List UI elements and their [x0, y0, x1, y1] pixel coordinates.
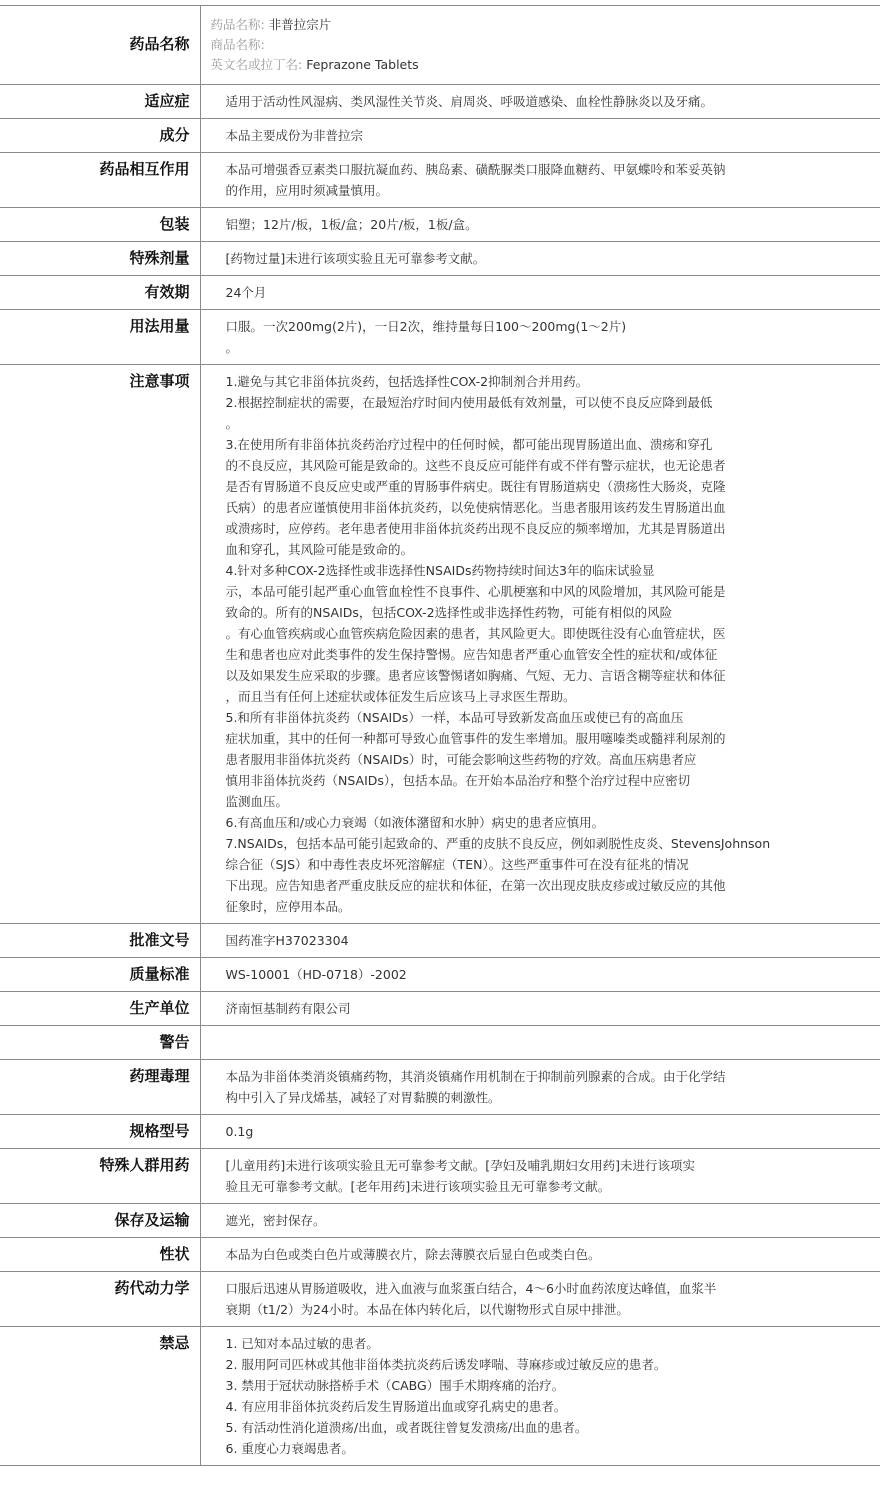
- text-line: [儿童用药]未进行该项实验且无可靠参考文献。[孕妇及哺乳期妇女用药]未进行该项实: [225, 1158, 696, 1173]
- text-line: 7.NSAIDs，包括本品可能引起致命的、严重的皮肤不良反应，例如剥脱性皮炎、StevensJohnson: [225, 836, 771, 851]
- row-label: 规格型号: [0, 1115, 200, 1149]
- field-value: Feprazone Tablets: [302, 57, 419, 72]
- text-line: 5. 有活动性消化道溃疡/出血，或者既往曾复发溃疡/出血的患者。: [225, 1420, 588, 1435]
- row-label: 特殊人群用药: [0, 1149, 200, 1204]
- text-line: 慎用非甾体抗炎药（NSAIDs），包括本品。在开始本品治疗和整个治疗过程中应密切: [225, 773, 691, 788]
- row-label: 适应症: [0, 85, 200, 119]
- row-value: [200, 1327, 880, 1466]
- row-label: 特殊剂量: [0, 242, 200, 276]
- text-line: 6. 重度心力衰竭患者。: [225, 1441, 354, 1456]
- text-line: 氏病）的患者应谨慎使用非甾体抗炎药，以免使病情恶化。当患者服用该药发生胃肠道出血: [225, 500, 726, 515]
- row-value: [200, 1026, 880, 1060]
- text-line: 。有心血管疾病或心血管疾病危险因素的患者，其风险更大。即使既往没有心血管症状，医: [225, 626, 726, 641]
- text-line: 1. 已知对本品过敏的患者。: [225, 1336, 379, 1351]
- row-value: [200, 365, 880, 924]
- spec-row: [0, 153, 880, 208]
- field-value: 非普拉宗片: [264, 17, 332, 32]
- spec-row: [0, 310, 880, 365]
- row-value: [200, 85, 880, 119]
- text-line: 1.避免与其它非甾体抗炎药，包括选择性COX-2抑制剂合并用药。: [225, 374, 589, 389]
- spec-row: [0, 924, 880, 958]
- text-line: 征象时，应停用本品。: [225, 899, 351, 914]
- text-line: 是否有胃肠道不良反应史或严重的胃肠事件病史。既往有胃肠道病史（溃疡性大肠炎，克隆: [225, 479, 726, 494]
- spec-row: [0, 365, 880, 924]
- spec-row: [0, 958, 880, 992]
- spec-row: [0, 1204, 880, 1238]
- row-value: [200, 242, 880, 276]
- text-line: 以及如果发生应采取的步骤。患者应该警惕诸如胸痛、气短、无力、言语含糊等症状和体征: [225, 668, 726, 683]
- text-line: 本品为白色或类白色片或薄膜衣片，除去薄膜衣后显白色或类白色。: [225, 1247, 601, 1262]
- text-line: 铝塑；12片/板，1板/盒；20片/板，1板/盒。: [225, 217, 478, 232]
- text-line: 衰期（t1/2）为24小时。本品在体内转化后，以代谢物形式自尿中排泄。: [225, 1302, 629, 1317]
- row-label: 批准文号: [0, 924, 200, 958]
- spec-row: [0, 992, 880, 1026]
- row-value: [200, 1204, 880, 1238]
- row-value: [200, 310, 880, 365]
- row-label: 警告: [0, 1026, 200, 1060]
- row-value: [200, 958, 880, 992]
- text-line: 口服后迅速从胃肠道吸收，进入血液与血浆蛋白结合，4～6小时血药浓度达峰值，血浆半: [225, 1281, 717, 1296]
- field-prefix: 英文名或拉丁名:: [210, 57, 303, 72]
- row-value: [200, 119, 880, 153]
- spec-row: [0, 1149, 880, 1204]
- text-line: 3.在使用所有非甾体抗炎药治疗过程中的任何时候，都可能出现胃肠道出血、溃疡和穿孔: [225, 437, 713, 452]
- text-line: 血和穿孔，其风险可能是致命的。: [225, 542, 414, 557]
- row-label: 成分: [0, 119, 200, 153]
- row-value: [200, 1238, 880, 1272]
- text-line: 0.1g: [225, 1124, 254, 1139]
- row-value: [200, 1272, 880, 1327]
- text-line: 症状加重，其中的任何一种都可导致心血管事件的发生率增加。服用噻嗪类或髓袢利尿剂的: [225, 731, 726, 746]
- text-line: WS-10001（HD-0718）-2002: [225, 967, 407, 982]
- text-line: 或溃疡时，应停药。老年患者使用非甾体抗炎药出现不良反应的频率增加，尤其是胃肠道出: [225, 521, 726, 536]
- text-line: 综合征（SJS）和中毒性表皮坏死溶解症（TEN）。这些严重事件可在没有征兆的情况: [225, 857, 689, 872]
- text-line: 的作用，应用时须减量慎用。: [225, 183, 389, 198]
- row-label: 注意事项: [0, 365, 200, 924]
- row-label: 药代动力学: [0, 1272, 200, 1327]
- text-line: 2.根据控制症状的需要，在最短治疗时间内使用最低有效剂量，可以使不良反应降到最低: [225, 395, 713, 410]
- name-line: [211, 35, 877, 55]
- spec-row: [0, 276, 880, 310]
- spec-row: [0, 6, 880, 85]
- text-line: 遮光，密封保存。: [225, 1213, 326, 1228]
- spec-row: [0, 1272, 880, 1327]
- text-line: 。: [225, 340, 239, 355]
- text-line: 下出现。应告知患者严重皮肤反应的症状和体征，在第一次出现皮肤皮疹或过敏反应的其他: [225, 878, 726, 893]
- text-line: 本品主要成份为非普拉宗: [225, 128, 364, 143]
- text-line: 的不良反应，其风险可能是致命的。这些不良反应可能伴有或不伴有警示症状，也无论患者: [225, 458, 726, 473]
- text-line: 。: [225, 416, 239, 431]
- spec-table-body: [0, 6, 880, 1466]
- row-value: [200, 6, 880, 85]
- row-label: 有效期: [0, 276, 200, 310]
- text-line: 构中引入了异戊烯基，减轻了对胃黏膜的刺激性。: [225, 1090, 501, 1105]
- text-line: 验且无可靠参考文献。[老年用药]未进行该项实验且无可靠参考文献。: [225, 1179, 611, 1194]
- text-line: 济南恒基制药有限公司: [225, 1001, 351, 1016]
- text-line: 监测血压。: [225, 794, 289, 809]
- text-line: 4. 有应用非甾体抗炎药后发生胃肠道出血或穿孔病史的患者。: [225, 1399, 567, 1414]
- text-line: 本品可增强香豆素类口服抗凝血药、胰岛素、磺酰脲类口服降血糖药、甲氨蝶呤和苯妥英钠: [225, 162, 726, 177]
- spec-row: [0, 208, 880, 242]
- row-label: 质量标准: [0, 958, 200, 992]
- text-line: 5.和所有非甾体抗炎药（NSAIDs）一样，本品可导致新发高血压或使已有的高血压: [225, 710, 684, 725]
- row-value: [200, 208, 880, 242]
- spec-row: [0, 1026, 880, 1060]
- row-value: [200, 276, 880, 310]
- text-line: 适用于活动性风湿病、类风湿性关节炎、肩周炎、呼吸道感染、血栓性静脉炎以及牙痛。: [225, 94, 714, 109]
- row-label: 生产单位: [0, 992, 200, 1026]
- text-line: 6.有高血压和/或心力衰竭（如液体潴留和水肿）病史的患者应慎用。: [225, 815, 605, 830]
- row-label: 用法用量: [0, 310, 200, 365]
- row-label: 包装: [0, 208, 200, 242]
- name-line: [211, 15, 877, 35]
- spec-row: [0, 1115, 880, 1149]
- text-line: 患者服用非甾体抗炎药（NSAIDs）时，可能会影响这些药物的疗效。高血压病患者应: [225, 752, 697, 767]
- row-label: 禁忌: [0, 1327, 200, 1466]
- name-line: [211, 55, 877, 75]
- drug-spec-table: [0, 5, 880, 1466]
- text-line: ，而且当有任何上述症状或体征发生后应该马上寻求医生帮助。: [225, 689, 576, 704]
- text-line: 4.针对多种COX-2选择性或非选择性NSAIDs药物持续时间达3年的临床试验显: [225, 563, 655, 578]
- spec-row: [0, 1327, 880, 1466]
- row-value: [200, 924, 880, 958]
- text-line: 3. 禁用于冠状动脉搭桥手术（CABG）围手术期疼痛的治疗。: [225, 1378, 565, 1393]
- text-line: 本品为非甾体类消炎镇痛药物，其消炎镇痛作用机制在于抑制前列腺素的合成。由于化学结: [225, 1069, 726, 1084]
- row-value: [200, 153, 880, 208]
- text-line: 示，本品可能引起严重心血管血栓性不良事件、心肌梗塞和中风的风险增加，其风险可能是: [225, 584, 726, 599]
- spec-row: [0, 242, 880, 276]
- row-label: 药理毒理: [0, 1060, 200, 1115]
- spec-row: [0, 119, 880, 153]
- row-label: 药品相互作用: [0, 153, 200, 208]
- text-line: 2. 服用阿司匹林或其他非甾体类抗炎药后诱发哮喘、荨麻疹或过敏反应的患者。: [225, 1357, 667, 1372]
- row-value: [200, 1060, 880, 1115]
- text-line: 国药准字H37023304: [225, 933, 349, 948]
- row-value: [200, 1115, 880, 1149]
- field-prefix: 商品名称:: [210, 37, 265, 52]
- spec-row: [0, 1060, 880, 1115]
- spec-row: [0, 1238, 880, 1272]
- spec-row: [0, 85, 880, 119]
- text-line: 24个月: [225, 285, 267, 300]
- row-label: 保存及运输: [0, 1204, 200, 1238]
- row-label: 药品名称: [0, 6, 200, 85]
- row-value: [200, 1149, 880, 1204]
- text-line: [药物过量]未进行该项实验且无可靠参考文献。: [225, 251, 486, 266]
- field-prefix: 药品名称:: [210, 17, 265, 32]
- text-line: 口服。一次200mg(2片)，一日2次，维持量每日100～200mg(1～2片): [225, 319, 627, 334]
- text-line: 生和患者也应对此类事件的发生保持警惕。应告知患者严重心血管安全性的症状和/或体征: [225, 647, 718, 662]
- text-line: 致命的。所有的NSAIDs，包括COX-2选择性或非选择性药物，可能有相似的风险: [225, 605, 673, 620]
- row-value: [200, 992, 880, 1026]
- row-label: 性状: [0, 1238, 200, 1272]
